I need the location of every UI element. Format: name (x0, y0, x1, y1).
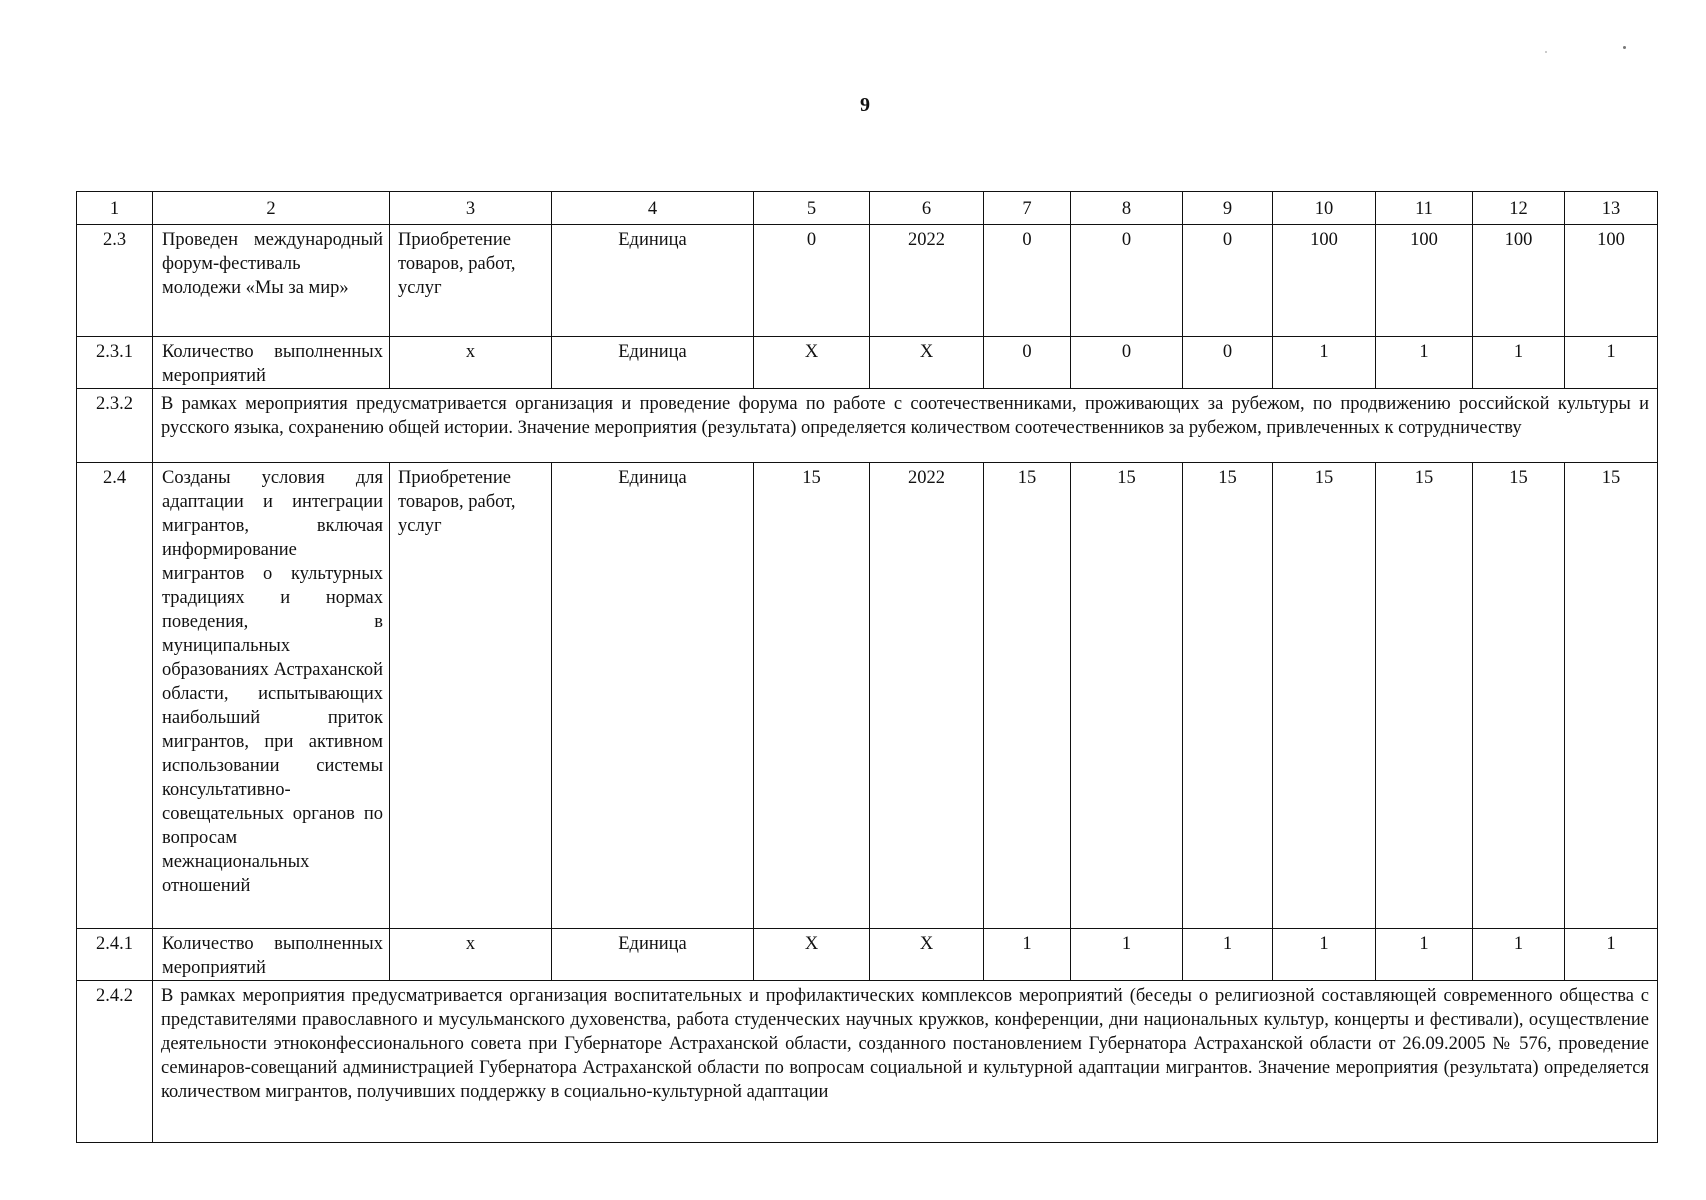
measure-description: В рамках мероприятия предусматривается организация воспитательных и профилактических комплексов мероприятий (беседы о религиозной составляющей современного общества с представителями православного и мусульманского духовенства, работа студенческих научных кружков, конференции, дни национальных культур, концерты и фестивали), осуществление деятельности этноконфессионального совета при Губернаторе Астраханской области, созданного постановлением Губернатора Астраханской области от 26.09.2005 № 576, проведение семинаров-совещаний администрацией Губернатора Астраханской области по вопросам социальной и культурной адаптации мигрантов. Значение мероприятия (результата) определяется количеством мигрантов, получивших поддержку в социально-культурной адаптации (153, 981, 1658, 1143)
expense-type: Приобретение товаров, работ, услуг (390, 463, 552, 929)
table-row (77, 225, 1658, 337)
row-number: 2.4 (77, 463, 153, 929)
year-value: 15 (1473, 463, 1565, 929)
year-value: 1 (1071, 929, 1183, 981)
year-value: 15 (1183, 463, 1273, 929)
base-year: X (870, 929, 984, 981)
year-value: 100 (1473, 225, 1565, 337)
column-number-13: 13 (1565, 192, 1658, 225)
unit: Единица (552, 929, 754, 981)
column-number-4: 4 (552, 192, 754, 225)
year-value: 0 (1183, 225, 1273, 337)
column-number-5: 5 (754, 192, 870, 225)
expense-type: х (390, 929, 552, 981)
year-value: 1 (984, 929, 1071, 981)
year-value: 100 (1565, 225, 1658, 337)
year-value: 15 (1565, 463, 1658, 929)
column-number-9: 9 (1183, 192, 1273, 225)
year-value: 1 (1273, 337, 1376, 389)
row-number: 2.4.1 (77, 929, 153, 981)
scan-speck (1545, 51, 1547, 53)
expense-type: Приобретение товаров, работ, услуг (390, 225, 552, 337)
column-number-12: 12 (1473, 192, 1565, 225)
measure-name: Проведен международный форум-фестиваль молодежи «Мы за мир» (153, 225, 390, 337)
year-value: 0 (1071, 337, 1183, 389)
column-number-8: 8 (1071, 192, 1183, 225)
measure-name: Количество выполненных мероприятий (153, 337, 390, 389)
year-value: 1 (1273, 929, 1376, 981)
year-value: 0 (1183, 337, 1273, 389)
year-value: 0 (984, 225, 1071, 337)
base-year: X (870, 337, 984, 389)
year-value: 15 (1071, 463, 1183, 929)
row-number: 2.3.2 (77, 389, 153, 463)
table-row (77, 337, 1658, 389)
row-number: 2.3 (77, 225, 153, 337)
page-number: 9 (860, 94, 870, 116)
column-number-3: 3 (390, 192, 552, 225)
table-row (77, 463, 1658, 929)
column-number-11: 11 (1376, 192, 1473, 225)
year-value: 1 (1473, 929, 1565, 981)
base-value: 15 (754, 463, 870, 929)
base-value: X (754, 929, 870, 981)
year-value: 100 (1273, 225, 1376, 337)
row-number: 2.4.2 (77, 981, 153, 1143)
year-value: 15 (1273, 463, 1376, 929)
table-row (77, 929, 1658, 981)
year-value: 1 (1376, 337, 1473, 389)
scan-speck (1623, 46, 1626, 49)
table-row-description (77, 981, 1658, 1143)
table-header-row (77, 192, 1658, 225)
column-number-2: 2 (153, 192, 390, 225)
measure-description: В рамках мероприятия предусматривается организация и проведение форума по работе с соотечественниками, проживающих за рубежом, по продвижению российской культуры и русского языка, сохранению общей истории. Значение мероприятия (результата) определяется количеством соотечественников за рубежом, привлеченных к сотрудничеству (153, 389, 1658, 463)
expense-type: х (390, 337, 552, 389)
year-value: 1 (1183, 929, 1273, 981)
base-year: 2022 (870, 463, 984, 929)
measure-name: Количество выполненных мероприятий (153, 929, 390, 981)
unit: Единица (552, 463, 754, 929)
column-number-1: 1 (77, 192, 153, 225)
year-value: 1 (1473, 337, 1565, 389)
year-value: 100 (1376, 225, 1473, 337)
column-number-10: 10 (1273, 192, 1376, 225)
base-value: X (754, 337, 870, 389)
measure-name: Созданы условия для адаптации и интеграции мигрантов, включая информирование мигрантов о культурных традициях и нормах поведения, в муниципальных образованиях Астраханской области, испытывающих наибольший приток мигрантов, при активном использовании системы консультативно-совещательных органов по вопросам межнациональных отношений (153, 463, 390, 929)
year-value: 15 (1376, 463, 1473, 929)
column-number-6: 6 (870, 192, 984, 225)
year-value: 1 (1565, 929, 1658, 981)
year-value: 0 (984, 337, 1071, 389)
unit: Единица (552, 337, 754, 389)
unit: Единица (552, 225, 754, 337)
indicators-table (76, 191, 1658, 1143)
row-number: 2.3.1 (77, 337, 153, 389)
table-row-description (77, 389, 1658, 463)
base-year: 2022 (870, 225, 984, 337)
year-value: 1 (1565, 337, 1658, 389)
year-value: 15 (984, 463, 1071, 929)
column-number-7: 7 (984, 192, 1071, 225)
year-value: 1 (1376, 929, 1473, 981)
base-value: 0 (754, 225, 870, 337)
year-value: 0 (1071, 225, 1183, 337)
